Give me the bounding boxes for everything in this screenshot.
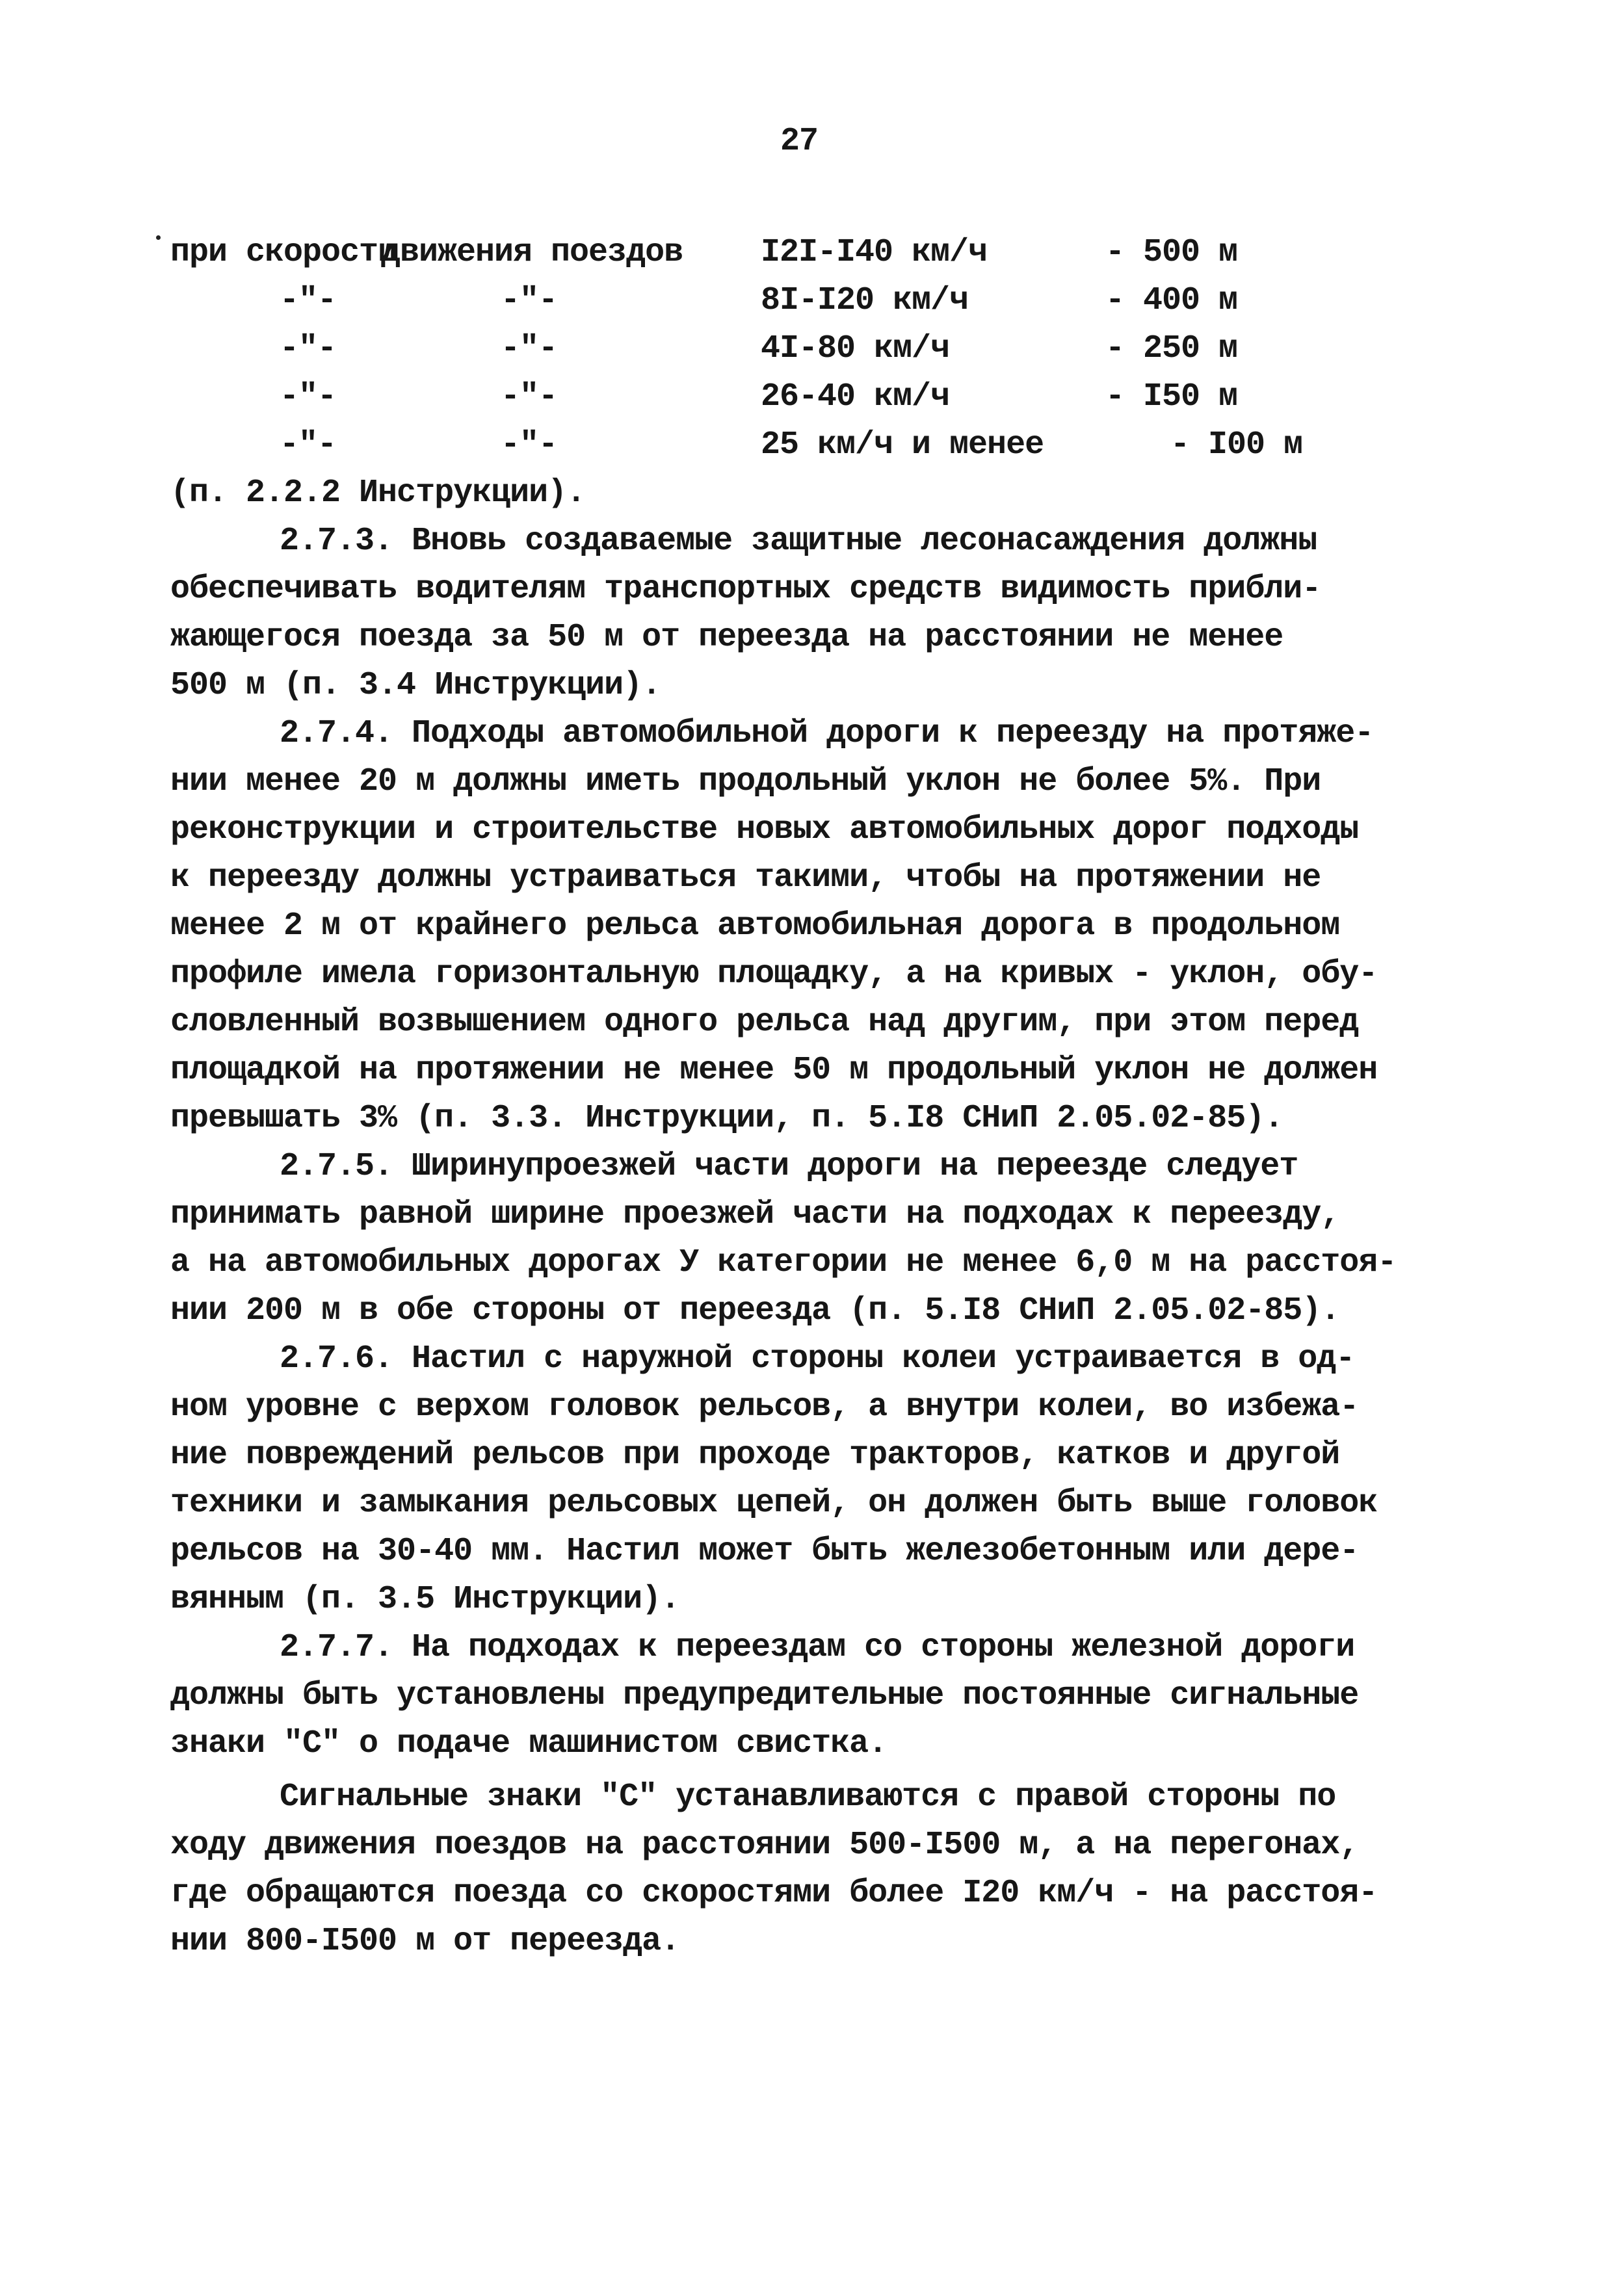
paragraph-line: 500 м (п. 3.4 Инструкции). (170, 667, 661, 704)
paragraph-line: должны быть установлены предупредительные постоянные сигнальные (170, 1677, 1359, 1714)
speed-row (0, 277, 1619, 325)
paragraph-line: обеспечивать водителям транспортных средств видимость прибли- (170, 571, 1321, 608)
paragraph-line: 2.7.5. Ширинупроезжей части дороги на переезде следует (280, 1148, 1298, 1185)
paragraph-line: рельсов на 30-40 мм. Настил может быть железобетонным или дере- (170, 1533, 1359, 1570)
ditto-mark: -"- (501, 378, 558, 415)
speed-value: 8I-I20 км/ч (761, 282, 969, 319)
speed-lead-label: при скорости (170, 234, 397, 271)
distance-value: - I50 м (1105, 378, 1238, 415)
speed-value: 4I-80 км/ч (761, 330, 950, 367)
ditto-mark: -"- (501, 330, 558, 367)
paragraph-line: Сигнальные знаки "С" устанавливаются с правой стороны по (280, 1779, 1336, 1816)
ditto-mark: -"- (280, 378, 337, 415)
ditto-mark: -"- (280, 282, 337, 319)
speed-lead-movement: движения поездов (381, 234, 683, 271)
speed-reference: (п. 2.2.2 Инструкции). (170, 475, 586, 512)
paragraph-line: а на автомобильных дорогах У категории не менее 6,0 м на расстоя- (170, 1244, 1397, 1281)
distance-value: - 400 м (1105, 282, 1238, 319)
ditto-mark: -"- (501, 282, 558, 319)
paragraph-line: ходу движения поездов на расстоянии 500-I500 м, а на перегонах, (170, 1827, 1359, 1864)
distance-value: - 500 м (1105, 234, 1238, 271)
paragraph-line: площадкой на протяжении не менее 50 м продольный уклон не должен (170, 1052, 1378, 1089)
paragraph-line: 2.7.7. На подходах к переездам со стороны железной дороги (280, 1629, 1355, 1666)
paragraph-line: превышать 3% (п. 3.3. Инструкции, п. 5.I8 СНиП 2.05.02-85). (170, 1100, 1283, 1137)
distance-value: - 250 м (1105, 330, 1238, 367)
paragraph-line: словленный возвышением одного рельса над другим, при этом перед (170, 1004, 1359, 1041)
paragraph-line: вянным (п. 3.5 Инструкции). (170, 1581, 680, 1618)
paragraph-line: где обращаются поезда со скоростями более I20 км/ч - на расстоя- (170, 1875, 1378, 1912)
ditto-mark: -"- (280, 330, 337, 367)
paragraph-line: нии 800-I500 м от переезда. (170, 1923, 680, 1960)
ditto-mark: -"- (280, 426, 337, 463)
paragraph-line: к переезду должны устраиваться такими, чтобы на протяжении не (170, 859, 1321, 896)
speed-row (0, 325, 1619, 373)
page-number: 27 (780, 123, 819, 160)
paragraph-line: техники и замыкания рельсовых цепей, он должен быть выше головок (170, 1485, 1378, 1522)
speed-value: 25 км/ч и менее (761, 426, 1044, 463)
speed-value: 26-40 км/ч (761, 378, 950, 415)
paragraph-line: ном уровне с верхом головок рельсов, а внутри колеи, во избежа- (170, 1389, 1359, 1426)
paragraph-line: ние повреждений рельсов при проходе тракторов, катков и другой (170, 1437, 1340, 1474)
paragraph-line: нии 200 м в обе стороны от переезда (п. 5.I8 СНиП 2.05.02-85). (170, 1292, 1340, 1329)
paragraph-line: 2.7.3. Вновь создаваемые защитные лесонасаждения должны (280, 523, 1317, 560)
speed-row (0, 373, 1619, 421)
speed-row (0, 229, 1619, 277)
paragraph-line: 2.7.4. Подходы автомобильной дороги к переезду на протяже- (280, 715, 1374, 752)
speed-row (0, 421, 1619, 469)
paragraph-line: 2.7.6. Настил с наружной стороны колеи устраивается в од- (280, 1340, 1355, 1377)
paragraph-line: профиле имела горизонтальную площадку, а на кривых - уклон, обу- (170, 956, 1378, 993)
distance-value: - I00 м (1170, 426, 1303, 463)
paragraph-line: нии менее 20 м должны иметь продольный уклон не более 5%. При (170, 763, 1321, 800)
paragraph-line: принимать равной ширине проезжей части на подходах к переезду, (170, 1196, 1340, 1233)
paragraph-line: менее 2 м от крайнего рельса автомобильная дорога в продольном (170, 907, 1340, 945)
paragraph-line: жающегося поезда за 50 м от переезда на расстоянии не менее (170, 619, 1283, 656)
paragraph-line: реконструкции и строительстве новых автомобильных дорог подходы (170, 811, 1359, 848)
ditto-mark: -"- (501, 426, 558, 463)
paragraph-line: знаки "С" о подаче машинистом свистка. (170, 1725, 888, 1762)
speed-value: I2I-I40 км/ч (761, 234, 988, 271)
